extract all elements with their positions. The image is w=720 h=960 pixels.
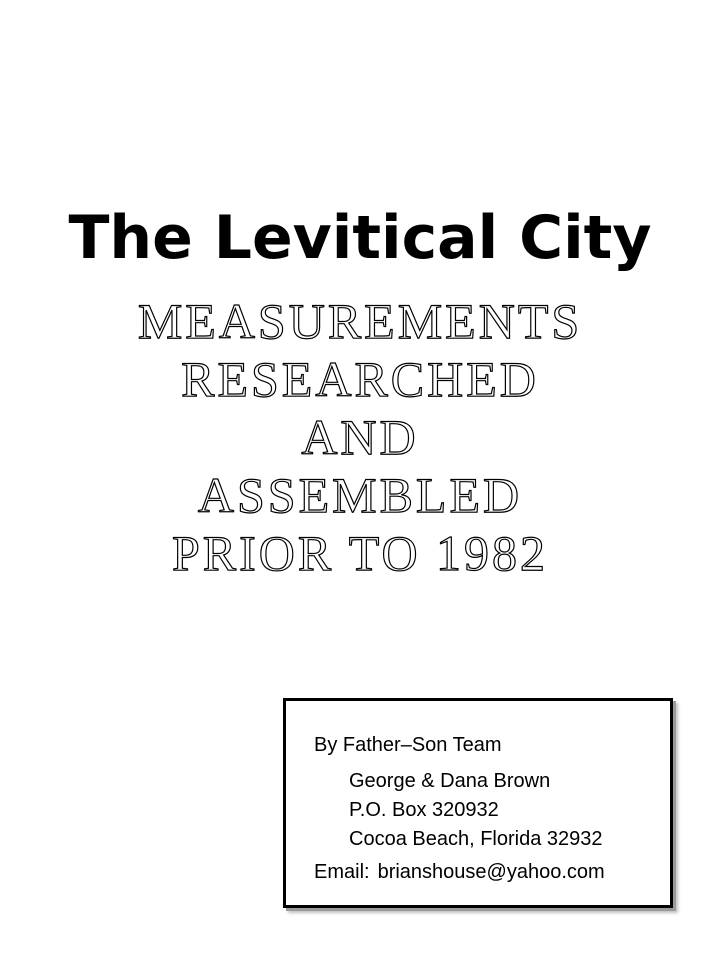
subtitle-line-4: ASSEMBLED: [197, 467, 523, 523]
document-title: The Levitical City: [68, 203, 652, 273]
email-label: Email:: [314, 861, 370, 883]
email-line: [314, 859, 605, 885]
subtitle-line-1: MEASUREMENTS: [137, 293, 583, 349]
author-names: George & Dana Brown: [349, 770, 551, 792]
subtitle-line-5: PRIOR TO 1982: [171, 525, 549, 581]
email-address[interactable]: brianshouse@yahoo.com: [377, 861, 605, 883]
city-state-zip: Cocoa Beach, Florida 32932: [349, 828, 603, 850]
subtitle-line-3: AND: [301, 409, 419, 465]
subtitle-block: [0, 292, 720, 582]
contact-box: [283, 698, 673, 908]
po-box: P.O. Box 320932: [349, 799, 499, 821]
author-byline: By Father–Son Team: [314, 734, 502, 756]
mailing-address: [349, 767, 603, 854]
subtitle-line-2: RESEARCHED: [181, 351, 539, 407]
